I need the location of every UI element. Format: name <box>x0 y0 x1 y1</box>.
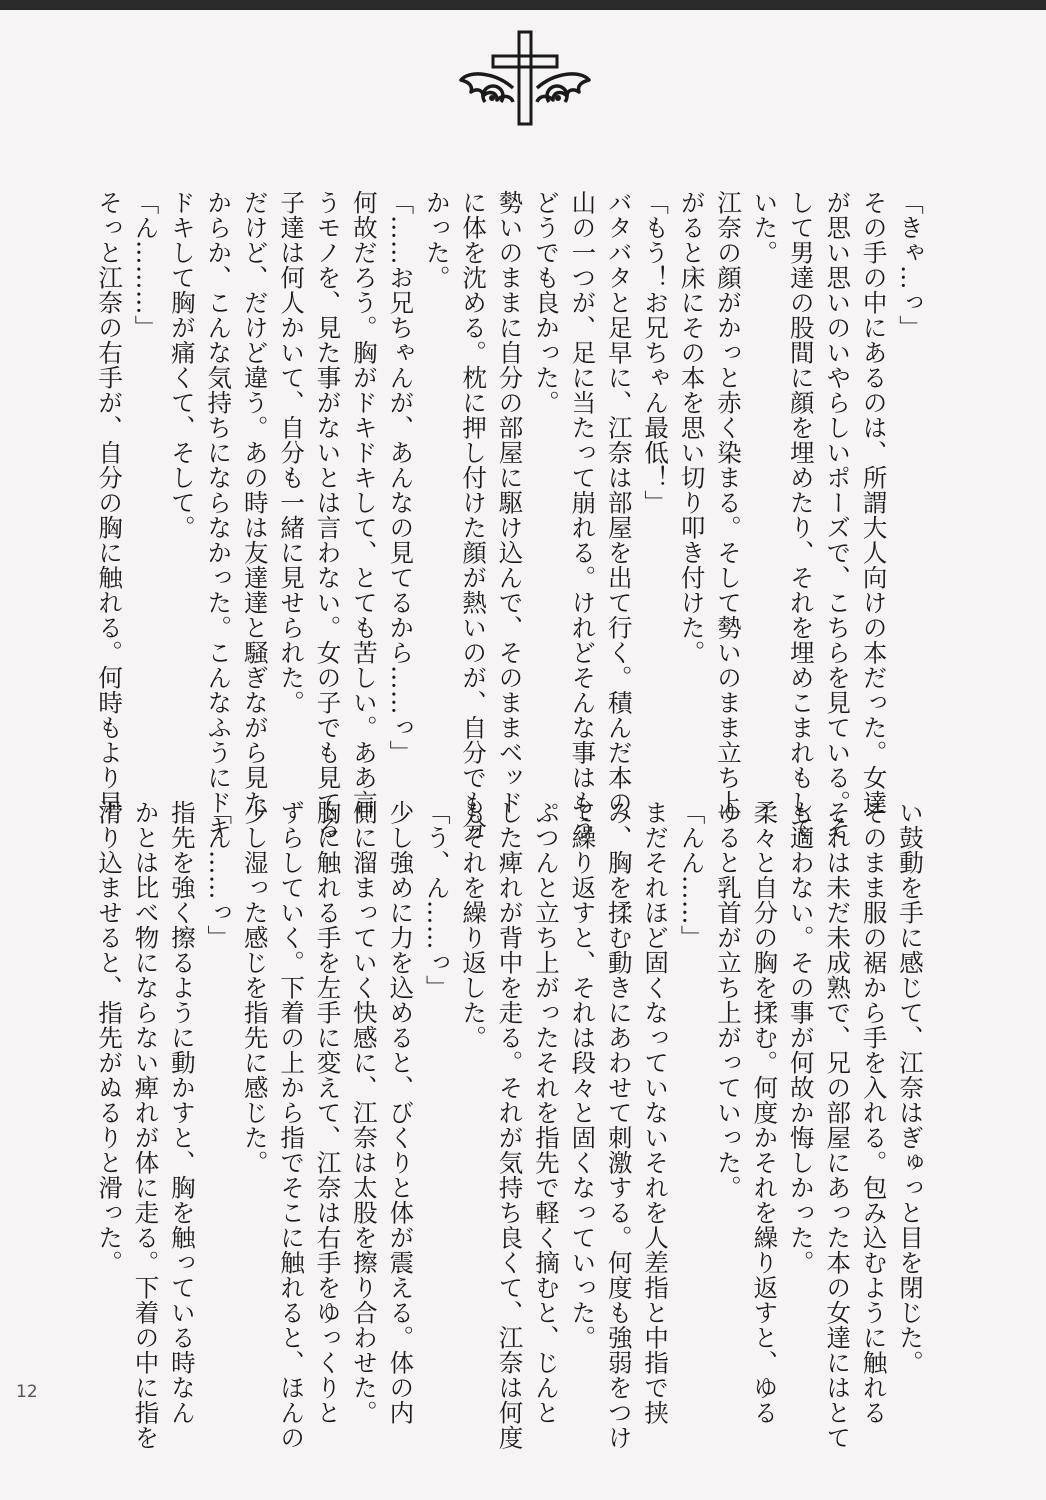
text-line: 勢いのままに自分の部屋に駆け込んで、そのままベッド <box>495 190 525 815</box>
text-line: 何故だろう。胸がドキドキして、とても苦しい。ああ言 <box>349 190 379 815</box>
text-line: うモノを、見た事がないとは言わない。女の子でも見てる <box>313 190 343 840</box>
text-line: 少し強めに力を込めると、びくりと体が震える。体の内 <box>386 800 416 1425</box>
text-line: 少し湿った感じを指先に感じた。 <box>240 800 270 1175</box>
text-line: 山の一つが、足に当たって崩れる。けれどそんな事はもう <box>568 190 598 840</box>
text-line: い鼓動を手に感じて、江奈はぎゅっと目を閉じた。 <box>896 800 925 1375</box>
text-line: ドキして胸が痛くて、そして。 <box>167 190 197 540</box>
text-line: も適わない。その事が何故か悔しかった。 <box>786 800 816 1275</box>
text-line: 「う、ん……っ」 <box>422 800 452 1000</box>
text-line: ぷつんと立ち上がったそれを指先で軽く摘むと、じんと <box>531 800 561 1425</box>
text-line: が思い思いのいやらしいポーズで、こちらを見ている。そ <box>823 190 853 840</box>
text-block-upper <box>0 190 928 840</box>
text-line: もそれを繰り返した。 <box>459 800 489 1050</box>
text-line: その手の中にあるのは、所謂大人向けの本だった。女達 <box>859 190 889 815</box>
text-line: 江奈の顔がかっと赤く染まる。そして勢いのまま立ち上 <box>713 190 743 815</box>
text-line: 胸に触れる手を左手に変えて、江奈は右手をゆっくりと <box>313 800 343 1425</box>
text-line: 柔々と自分の胸を揉む。何度かそれを繰り返すと、ゆる <box>750 800 780 1425</box>
text-line: かった。 <box>422 190 452 290</box>
text-line: だけど、だけど違う。あの時は友達達と騒ぎながら見た <box>240 190 270 815</box>
text-line: いた。 <box>750 190 780 265</box>
text-line: 側に溜まっていく快感に、江奈は太股を擦り合わせた。 <box>349 800 379 1425</box>
text-line: ゆると乳首が立ち上がっていった。 <box>713 800 743 1200</box>
text-line: 「ん………」 <box>131 190 161 340</box>
text-block-lower <box>0 800 928 1450</box>
text-line: に体を沈める。枕に押し付けた顔が熱いのが、自分でも分 <box>459 190 489 840</box>
text-line: 「もう！お兄ちゃん最低！」 <box>641 190 671 515</box>
text-line: した痺れが背中を走る。それが気持ち良くて、江奈は何度 <box>495 800 525 1450</box>
text-line: からか、こんな気持ちにならなかった。こんなふうにドキ <box>204 190 234 840</box>
winged-cross-icon <box>455 28 595 128</box>
text-line: て繰り返すと、それは段々と固くなっていった。 <box>568 800 598 1350</box>
text-line: それは未だ未成熟で、兄の部屋にあった本の女達にはとて <box>823 800 853 1450</box>
text-line: 「ん……っ」 <box>204 800 234 950</box>
text-line: ずらしていく。下着の上から指でそこに触れると、ほんの <box>277 800 307 1450</box>
text-line: 滑り込ませると、指先がぬるりと滑った。 <box>95 800 125 1275</box>
text-line: かとは比べ物にならない痺れが体に走る。下着の中に指を <box>131 800 161 1450</box>
text-line: そっと江奈の右手が、自分の胸に触れる。何時もより早 <box>95 190 125 815</box>
top-edge-rule <box>0 0 1046 10</box>
page-number: 12 <box>16 1382 38 1402</box>
text-line: 「きゃ…っ」 <box>896 190 925 340</box>
text-line: み、胸を揉む動きにあわせて刺激する。何度も強弱をつけ <box>604 800 634 1450</box>
text-line: 子達は何人かいて、自分も一緒に見せられた。 <box>277 190 307 715</box>
text-line: 指先を強く擦るように動かすと、胸を触っている時なん <box>167 800 197 1425</box>
text-line: 「んん……」 <box>677 800 707 950</box>
text-line: どうでも良かった。 <box>531 190 561 415</box>
text-line: そのまま服の裾から手を入れる。包み込むように触れる <box>859 800 889 1425</box>
text-line: バタバタと足早に、江奈は部屋を出て行く。積んだ本の <box>604 190 634 815</box>
text-line: 「……お兄ちゃんが、あんなの見てるから……っ」 <box>386 190 416 765</box>
text-line: まだそれほど固くなっていないそれを人差指と中指で挟 <box>641 800 671 1425</box>
text-line: して男達の股間に顔を埋めたり、それを埋めこまれもして <box>786 190 816 840</box>
text-line: がると床にその本を思い切り叩き付けた。 <box>677 190 707 665</box>
